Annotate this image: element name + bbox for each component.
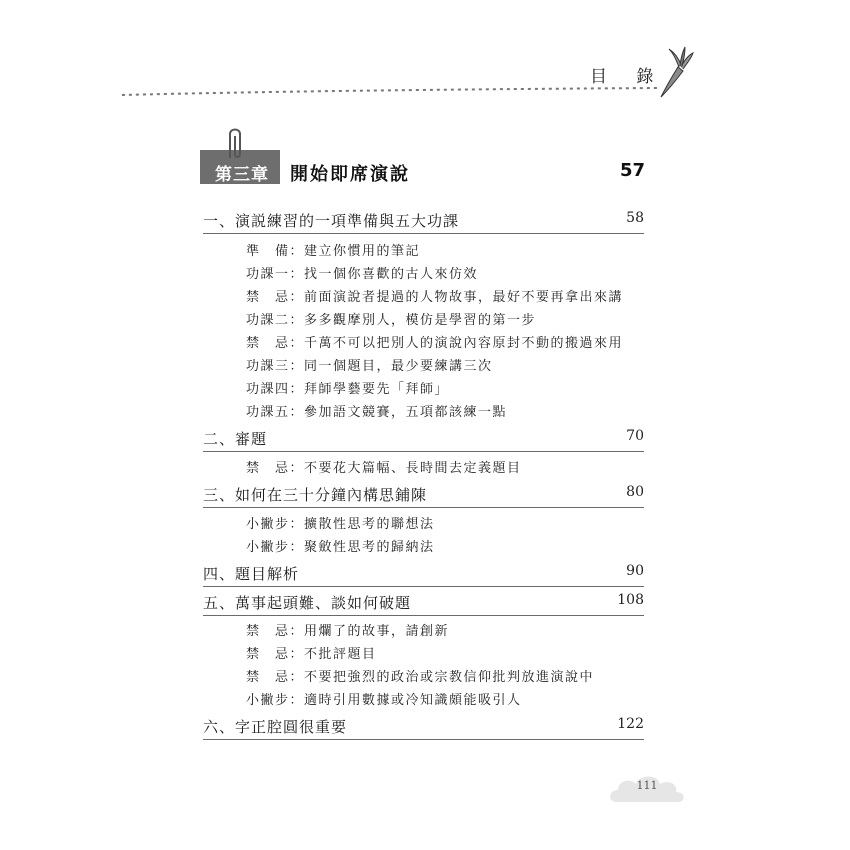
toc-item: 功課四：拜師學藝要先「拜師」 bbox=[246, 382, 450, 397]
page-number: 111 bbox=[636, 779, 658, 792]
toc-item: 小撇步：適時引用數據或冷知識頗能吸引人 bbox=[246, 693, 522, 708]
toc-section[interactable] bbox=[203, 592, 644, 616]
chapter-title: 開始即席演說 bbox=[290, 164, 410, 185]
section-divider bbox=[203, 507, 644, 508]
toc-item: 禁 忌：千萬不可以把別人的演說內容原封不動的搬過來用 bbox=[246, 336, 624, 351]
section-title: 五、萬事起頭難、談如何破題 bbox=[203, 594, 412, 612]
toc-item: 功課三：同一個題目，最少要練講三次 bbox=[246, 359, 493, 374]
section-title: 三、如何在三十分鐘內構思鋪陳 bbox=[203, 486, 428, 504]
section-divider bbox=[203, 739, 644, 740]
section-page-number: 122 bbox=[617, 716, 644, 732]
section-page-number: 80 bbox=[626, 484, 644, 500]
section-divider bbox=[203, 615, 644, 616]
section-page-number: 108 bbox=[617, 592, 644, 608]
toc-section[interactable] bbox=[203, 428, 644, 452]
section-page-number: 58 bbox=[626, 210, 644, 226]
section-page-number: 70 bbox=[626, 428, 644, 444]
section-title: 二、審題 bbox=[203, 430, 268, 448]
toc-section[interactable] bbox=[203, 716, 644, 740]
toc-section[interactable] bbox=[203, 484, 644, 508]
toc-item: 小撇步：聚斂性思考的歸納法 bbox=[246, 540, 435, 555]
toc-item: 禁 忌：用爛了的故事，請創新 bbox=[246, 624, 450, 639]
section-title: 六、字正腔圓很重要 bbox=[203, 718, 348, 736]
toc-item: 準 備：建立你慣用的筆記 bbox=[246, 244, 421, 259]
toc-item: 功課五：參加語文競賽，五項都該練一點 bbox=[246, 405, 508, 420]
toc-item: 小撇步：擴散性思考的聯想法 bbox=[246, 517, 435, 532]
toc-item: 禁 忌：不要把強烈的政治或宗教信仰批判放進演說中 bbox=[246, 670, 595, 685]
toc-item: 禁 忌：前面演說者提過的人物故事，最好不要再拿出來講 bbox=[246, 290, 624, 305]
section-title: 四、題目解析 bbox=[203, 565, 300, 583]
toc-section[interactable] bbox=[203, 563, 644, 587]
chapter-label: 第三章 bbox=[215, 165, 269, 185]
section-page-number: 90 bbox=[626, 563, 644, 579]
section-title: 一、演説練習的一項準備與五大功課 bbox=[203, 212, 460, 230]
toc-item: 功課二：多多觀摩別人，模仿是學習的第一步 bbox=[246, 313, 537, 328]
chapter-page-number: 57 bbox=[619, 160, 645, 181]
section-divider bbox=[203, 451, 644, 452]
section-divider bbox=[203, 233, 644, 234]
page-header-title: 目 錄 bbox=[590, 67, 666, 87]
section-divider bbox=[203, 586, 644, 587]
toc-section[interactable] bbox=[203, 210, 644, 234]
toc-item: 功課一：找一個你喜歡的古人來仿效 bbox=[246, 267, 479, 282]
toc-item: 禁 忌：不要花大篇幅、長時間去定義題目 bbox=[246, 461, 522, 476]
toc-item: 禁 忌：不批評題目 bbox=[246, 647, 377, 662]
